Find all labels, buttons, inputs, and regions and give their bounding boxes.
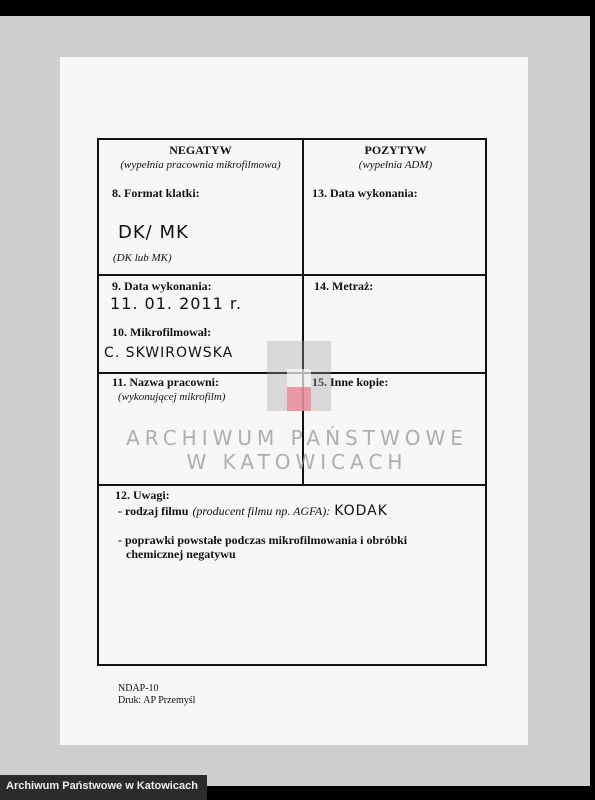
copies-label: 15. Inne kopie:	[312, 375, 389, 389]
format-label: 8. Format klatki:	[112, 186, 200, 200]
date-value: 11. 01. 2011 r.	[110, 294, 243, 313]
watermark-line-2: W KATOWICACH	[186, 450, 408, 474]
logo-red-square	[287, 387, 311, 411]
negatyw-subtitle: (wypełnia pracownia mikrofilmowa)	[120, 159, 281, 171]
date-label: 9. Data wykonania:	[112, 279, 212, 293]
pozytyw-date-label: 13. Data wykonania:	[312, 186, 418, 200]
length-label: 14. Metraż:	[314, 279, 374, 293]
lab-label: 11. Nazwa pracowni:	[112, 375, 219, 389]
format-value: DK/ MK	[118, 222, 189, 243]
pozytyw-subtitle: (wypełnia ADM)	[358, 159, 433, 171]
pozytyw-title: POZYTYW	[364, 143, 427, 157]
corrections-line-1: - poprawki powstałe podczas mikrofilmowania i obróbki	[118, 533, 408, 547]
row-divider-3	[97, 484, 487, 486]
film-type-hint: (producent filmu np. AGFA):	[192, 504, 331, 518]
film-type-line	[118, 502, 388, 520]
negatyw-title: NEGATYW	[169, 143, 232, 157]
archive-logo-watermark	[267, 341, 331, 411]
film-type-label: - rodzaj filmu	[118, 504, 189, 518]
lab-hint: (wykonującej mikrofilm)	[118, 391, 226, 403]
archive-footer-label: Archiwum Państwowe w Katowicach	[0, 775, 207, 800]
film-type-value: KODAK	[334, 503, 388, 519]
format-hint: (DK lub MK)	[113, 252, 172, 264]
print-code: NDAP-10	[118, 683, 159, 694]
corrections-line-2: chemicznej negatywu	[126, 547, 236, 561]
watermark-line-1: ARCHIWUM PAŃSTWOWE	[126, 426, 468, 450]
filmer-value: C. SKWIROWSKA	[104, 345, 234, 361]
row-divider-1	[97, 274, 487, 276]
filmer-label: 10. Mikrofilmował:	[112, 325, 212, 339]
printer-info: Druk: AP Przemyśl	[118, 695, 196, 706]
uwagi-title: 12. Uwagi:	[115, 488, 170, 502]
